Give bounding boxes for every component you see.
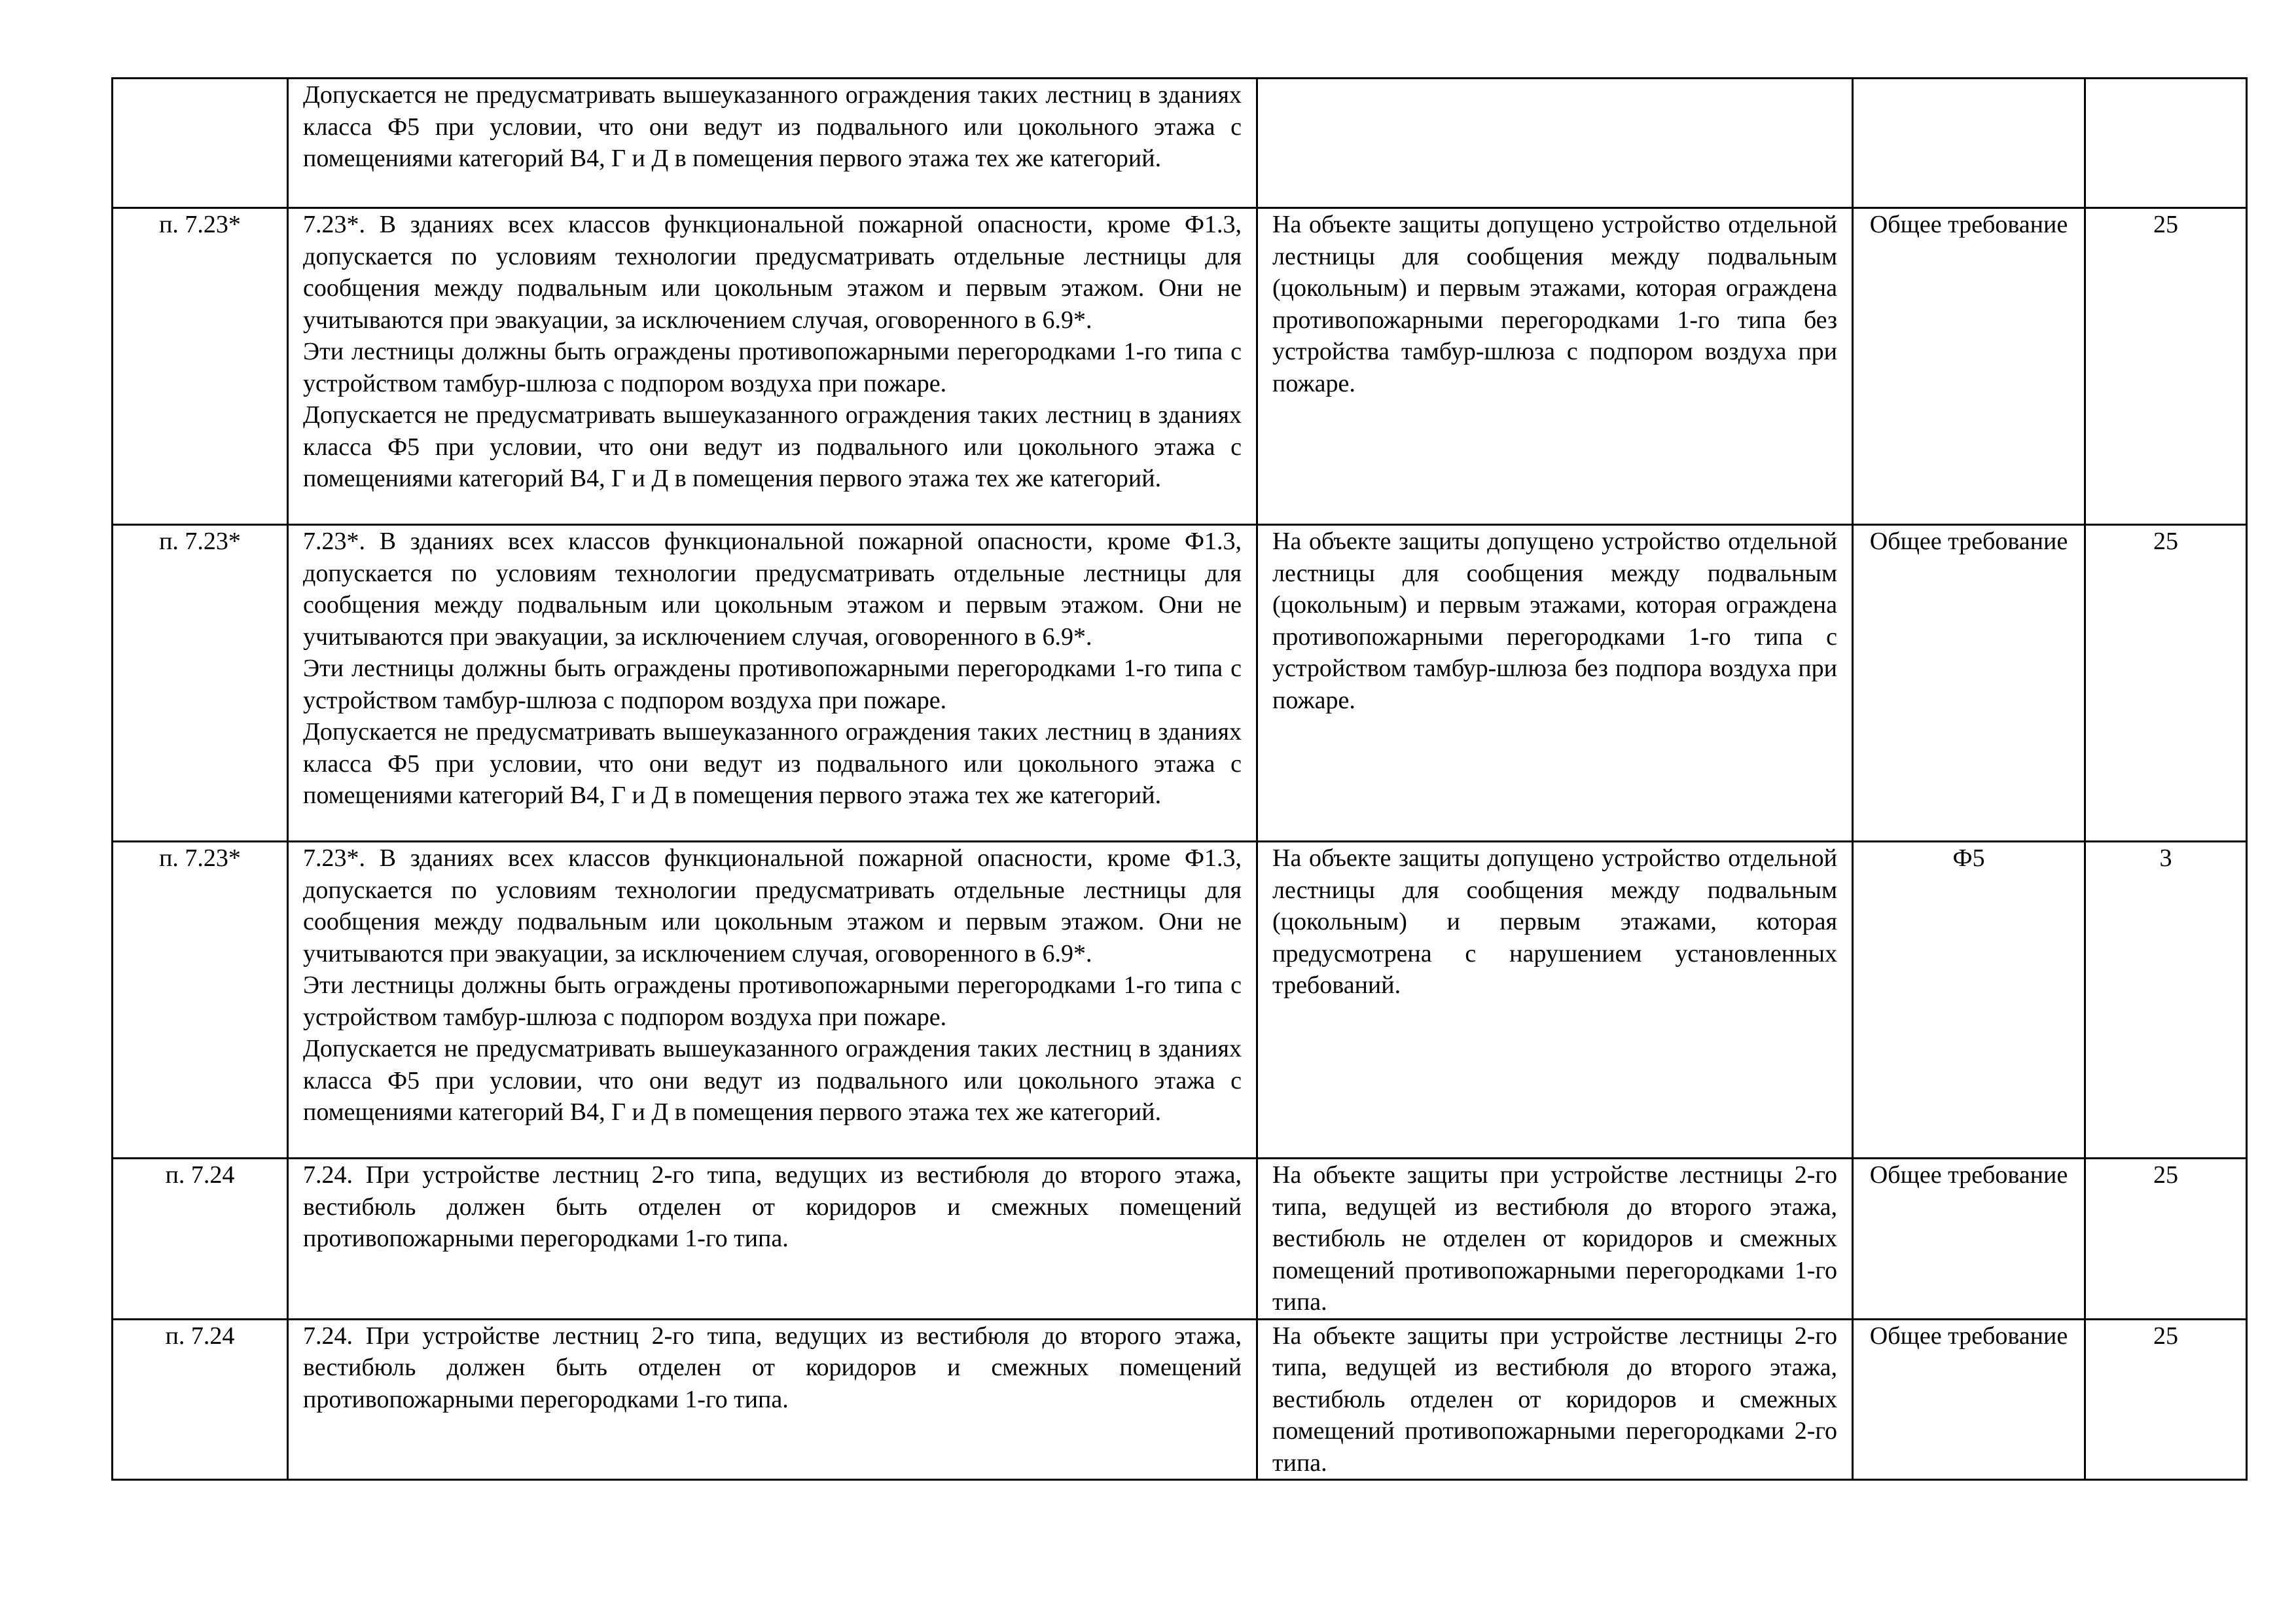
table-row [113, 1159, 2247, 1320]
requirements-table [111, 77, 2248, 1481]
clause-cell: п. 7.23* [113, 525, 288, 842]
violation-cell [1257, 842, 1853, 1159]
violation-cell [1257, 1319, 1853, 1480]
table-row [113, 208, 2247, 525]
clause-cell: п. 7.23* [113, 208, 288, 525]
violation-text: На объекте защиты допущено устройство отдельной лестницы для сообщения между подвальным (цокольным) и первым этажами, которая предусмотрена с нарушением установленных требований. [1272, 844, 1837, 999]
requirement-cell [288, 1159, 1257, 1320]
requirement-paragraph: Эти лестницы должны быть ограждены противопожарными перегородками 1-го типа с устройством тамбур-шлюза с подпором воздуха при пожаре. [303, 338, 1242, 397]
table-row [113, 79, 2247, 208]
requirement-paragraph: Допускается не предусматривать вышеуказанного ограждения таких лестниц в зданиях класса Ф5 при условии, что они ведут из подвального или цокольного этажа с помещениями категорий В4, Г и Д в помещения первого этажа тех же категорий. [303, 81, 1242, 172]
requirement-paragraph: 7.23*. В зданиях всех классов функциональной пожарной опасности, кроме Ф1.3, допускается по условиям технологии предусматривать отдельные лестницы для сообщения между подвальным или цокольным этажом и первым этажом. Они не учитываются при эвакуации, за исключением случая, оговоренного в 6.9*. [303, 844, 1242, 967]
clause-cell: п. 7.23* [113, 842, 288, 1159]
requirement-paragraph: Эти лестницы должны быть ограждены противопожарными перегородками 1-го типа с устройством тамбур-шлюза с подпором воздуха при пожаре. [303, 971, 1242, 1031]
requirement-paragraph: 7.24. При устройстве лестниц 2-го типа, ведущих из вестибюля до второго этажа, вестибюль должен быть отделен от коридоров и смежных помещений противопожарными перегородками 1-го типа. [303, 1161, 1242, 1252]
code-cell: 25 [2085, 525, 2247, 842]
requirement-paragraph: Допускается не предусматривать вышеуказанного ограждения таких лестниц в зданиях класса Ф5 при условии, что они ведут из подвального или цокольного этажа с помещениями категорий В4, Г и Д в помещения первого этажа тех же категорий. [303, 1035, 1242, 1126]
requirement-paragraph: 7.24. При устройстве лестниц 2-го типа, ведущих из вестибюля до второго этажа, вестибюль должен быть отделен от коридоров и смежных помещений противопожарными перегородками 1-го типа. [303, 1322, 1242, 1413]
code-cell: 25 [2085, 1319, 2247, 1480]
violation-cell [1257, 79, 1853, 208]
violation-text: На объекте защиты при устройстве лестницы 2-го типа, ведущей из вестибюля до второго этажа, вестибюль отделен от коридоров и смежных помещений противопожарными перегородками 2-го типа. [1272, 1322, 1837, 1477]
requirement-cell [288, 79, 1257, 208]
violation-cell [1257, 1159, 1853, 1320]
violation-cell [1257, 525, 1853, 842]
table-row [113, 525, 2247, 842]
requirement-paragraph: 7.23*. В зданиях всех классов функциональной пожарной опасности, кроме Ф1.3, допускается по условиям технологии предусматривать отдельные лестницы для сообщения между подвальным или цокольным этажом и первым этажом. Они не учитываются при эвакуации, за исключением случая, оговоренного в 6.9*. [303, 211, 1242, 334]
requirement-cell [288, 842, 1257, 1159]
class-cell: Ф5 [1853, 842, 2085, 1159]
requirement-cell [288, 525, 1257, 842]
requirement-paragraph: Допускается не предусматривать вышеуказанного ограждения таких лестниц в зданиях класса Ф5 при условии, что они ведут из подвального или цокольного этажа с помещениями категорий В4, Г и Д в помещения первого этажа тех же категорий. [303, 718, 1242, 809]
requirement-cell [288, 208, 1257, 525]
clause-cell [113, 79, 288, 208]
code-cell: 3 [2085, 842, 2247, 1159]
class-cell: Общее требование [1853, 1159, 2085, 1320]
table-row [113, 1319, 2247, 1480]
class-cell [1853, 79, 2085, 208]
code-cell [2085, 79, 2247, 208]
class-cell: Общее требование [1853, 208, 2085, 525]
clause-cell: п. 7.24 [113, 1159, 288, 1320]
violation-cell [1257, 208, 1853, 525]
code-cell: 25 [2085, 208, 2247, 525]
requirement-cell [288, 1319, 1257, 1480]
clause-cell: п. 7.24 [113, 1319, 288, 1480]
class-cell: Общее требование [1853, 525, 2085, 842]
violation-text: На объекте защиты допущено устройство отдельной лестницы для сообщения между подвальным (цокольным) и первым этажами, которая ограждена противопожарными перегородками 1-го типа без устройства тамбур-шлюза с подпором воздуха при пожаре. [1272, 211, 1837, 397]
code-cell: 25 [2085, 1159, 2247, 1320]
requirement-paragraph: Допускается не предусматривать вышеуказанного ограждения таких лестниц в зданиях класса Ф5 при условии, что они ведут из подвального или цокольного этажа с помещениями категорий В4, Г и Д в помещения первого этажа тех же категорий. [303, 401, 1242, 492]
table-row [113, 842, 2247, 1159]
requirement-paragraph: 7.23*. В зданиях всех классов функциональной пожарной опасности, кроме Ф1.3, допускается по условиям технологии предусматривать отдельные лестницы для сообщения между подвальным или цокольным этажом и первым этажом. Они не учитываются при эвакуации, за исключением случая, оговоренного в 6.9*. [303, 528, 1242, 651]
class-cell: Общее требование [1853, 1319, 2085, 1480]
requirement-paragraph: Эти лестницы должны быть ограждены противопожарными перегородками 1-го типа с устройством тамбур-шлюза с подпором воздуха при пожаре. [303, 655, 1242, 714]
violation-text: На объекте защиты при устройстве лестницы 2-го типа, ведущей из вестибюля до второго этажа, вестибюль не отделен от коридоров и смежных помещений противопожарными перегородками 1-го типа. [1272, 1161, 1837, 1316]
violation-text: На объекте защиты допущено устройство отдельной лестницы для сообщения между подвальным (цокольным) и первым этажами, которая ограждена противопожарными перегородками 1-го типа с устройством тамбур-шлюза без подпора воздуха при пожаре. [1272, 528, 1837, 714]
